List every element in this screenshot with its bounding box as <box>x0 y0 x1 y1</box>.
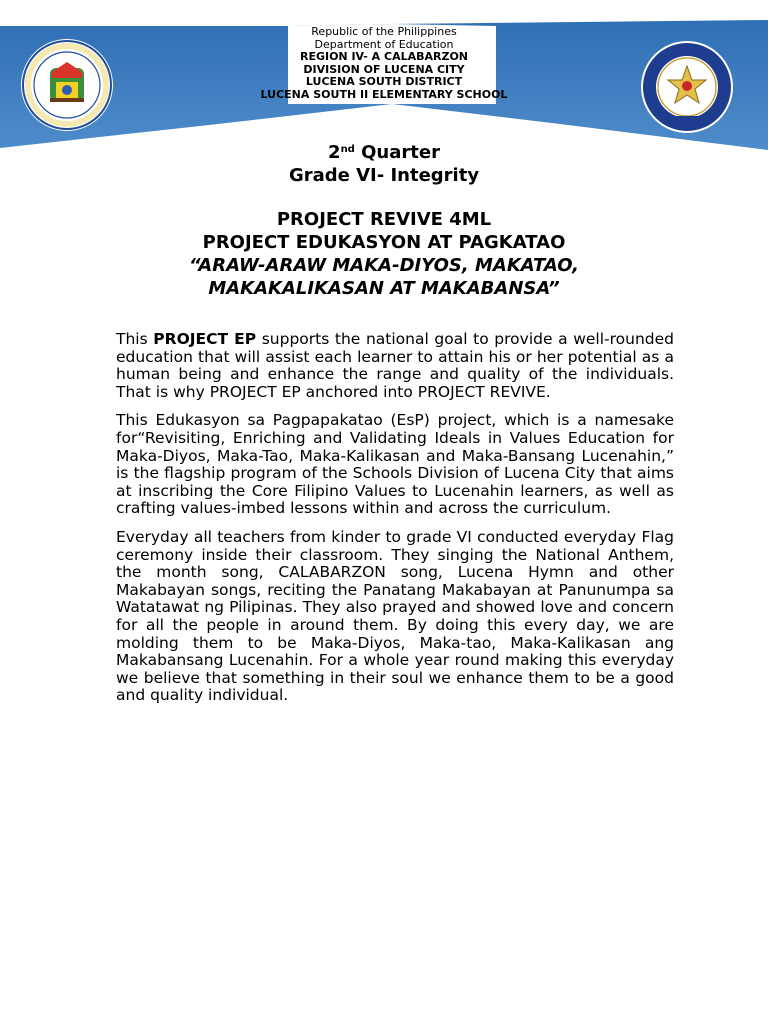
quarter-suffix: nd <box>340 144 355 155</box>
project-ep-bold: PROJECT EP <box>153 330 257 348</box>
motto-line-1: “ARAW-ARAW MAKA-DIYOS, MAKATAO, <box>189 255 579 276</box>
letterhead <box>0 26 768 101</box>
project-subtitle: PROJECT EDUKASYON AT PAGKATAO <box>202 232 566 253</box>
header-region: REGION IV- A CALABARZON <box>299 50 469 63</box>
title-block <box>0 141 768 300</box>
paragraph-1-lead: This <box>116 330 154 348</box>
grade-heading: Grade VI- Integrity <box>288 165 480 186</box>
motto-line-2: MAKAKALIKASAN AT MAKABANSA” <box>208 278 560 299</box>
paragraph-1 <box>116 331 674 401</box>
header-department: Department of Education <box>314 37 454 51</box>
quarter-number: 2 <box>328 142 341 163</box>
paragraph-1-rest: supports the national goal to provide a well-rounded education that will assist each learner to attain his or her potential as a human being and enhance the range and quality of the individuals. That is why PROJECT EP anchored into PROJECT REVIVE. <box>116 330 675 401</box>
header-district: LUCENA SOUTH DISTRICT <box>305 75 463 88</box>
quarter-word: Quarter <box>361 142 440 163</box>
body-text <box>116 331 674 716</box>
paragraph-3: Everyday all teachers from kinder to grade VI conducted everyday Flag ceremony inside their classroom. They singing the National Anthem, the month song, CALABARZON song, Lucena Hymn and other Makabayan songs, reciting the Panatang Makabayan at Panunumpa sa Watatawat ng Pilipinas. They also prayed and showed love and concern for all the people in around them. By doing this every day, we are molding them to be Maka-Diyos, Maka-tao, Maka-Kalikasan ang Makabansang Lucenahin. For a whole year round making this everyday we believe that something in their soul we enhance them to be a good and quality individual. <box>116 527 674 705</box>
quarter-heading <box>0 141 768 164</box>
header-division: DIVISION OF LUCENA CITY <box>303 62 465 76</box>
paragraph-2: This Edukasyon sa Pagpapakatao (EsP) project, which is a namesake for“Revisiting, Enriching and Validating Ideals in Values Education for Maka-Diyos, Maka-Tao, Maka-Kalikasan and Maka-Bansang Lucenahin,” is the flagship program of the Schools Division of Lucena City that aims at inscribing the Core Filipino Values to Lucenahin learners, as well as crafting values-imbed lessons within and across the curriculum. <box>116 411 674 518</box>
project-title: PROJECT REVIVE 4ML <box>276 209 492 230</box>
header-school: LUCENA SOUTH II ELEMENTARY SCHOOL <box>260 87 508 101</box>
header-republic: Republic of the Philippines <box>311 25 457 38</box>
